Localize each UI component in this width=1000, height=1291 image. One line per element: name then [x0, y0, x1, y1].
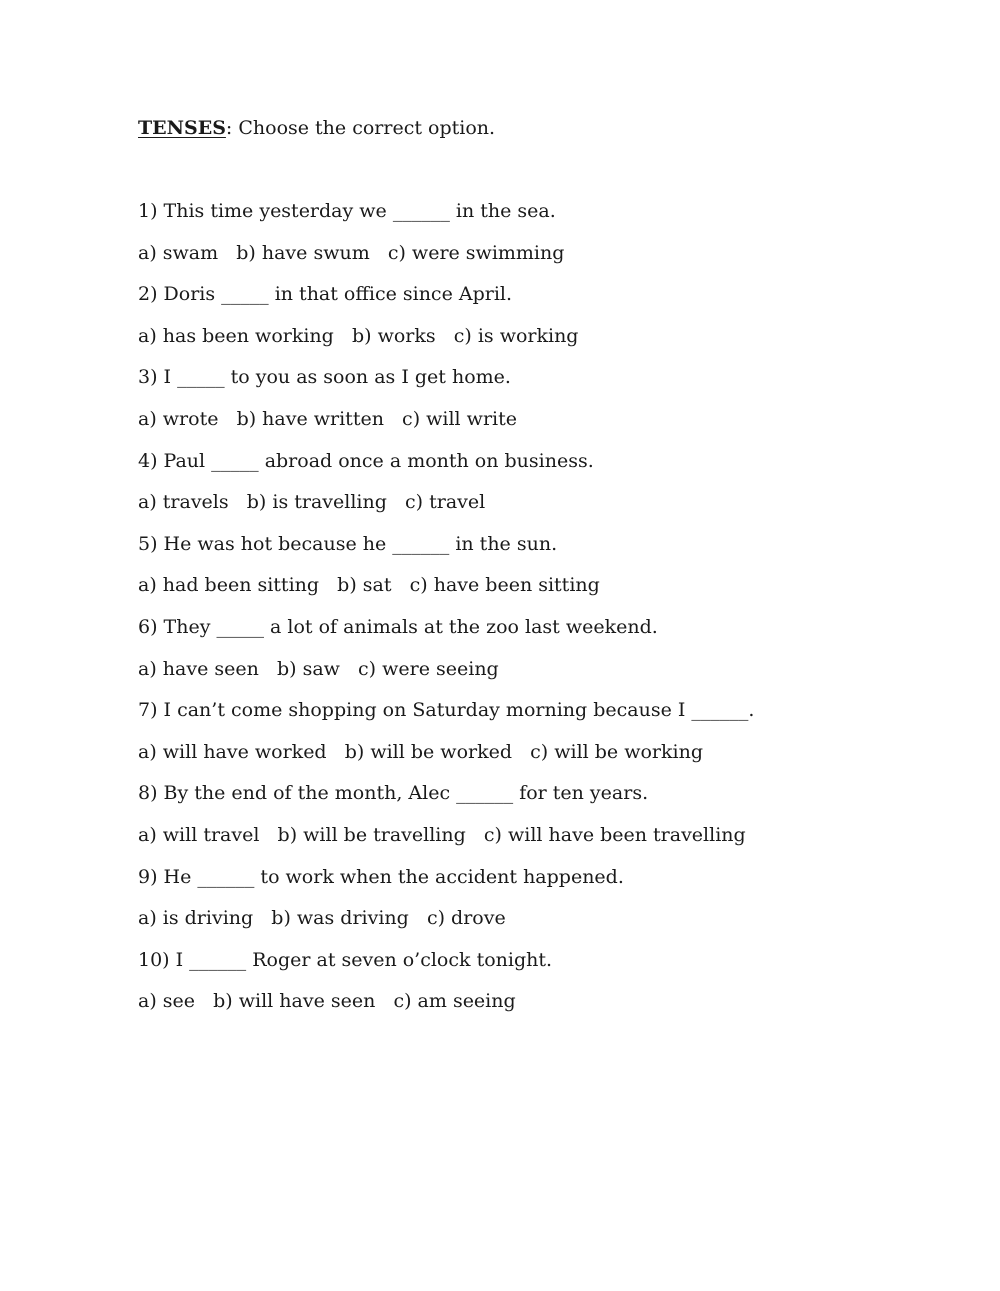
options-2: a) has been working b) works c) is working	[138, 324, 579, 347]
question-2: 2) Doris _____ in that office since April.	[138, 283, 513, 306]
question-3: 3) I _____ to you as soon as I get home.	[138, 366, 511, 389]
worksheet-heading	[138, 115, 495, 141]
options-6: a) have seen b) saw c) were seeing	[138, 657, 499, 680]
question-1: 1) This time yesterday we ______ in the sea.	[138, 200, 556, 222]
options-3: a) wrote b) have written c) will write	[138, 407, 517, 430]
heading-title: TENSES	[138, 117, 226, 139]
question-6: 6) They _____ a lot of animals at the zoo last weekend.	[138, 615, 658, 638]
options-8: a) will travel b) will be travelling c) will have been travelling	[138, 823, 746, 846]
options-10: a) see b) will have seen c) am seeing	[138, 990, 516, 1013]
question-list	[138, 198, 754, 1030]
options-9: a) is driving b) was driving c) drove	[138, 907, 506, 930]
question-5: 5) He was hot because he ______ in the sun.	[138, 532, 558, 555]
heading-instruction: : Choose the correct option.	[225, 117, 496, 139]
question-4: 4) Paul _____ abroad once a month on business.	[138, 449, 594, 472]
question-7: 7) I can’t come shopping on Saturday morning because I ______.	[138, 699, 755, 722]
options-1: a) swam b) have swum c) were swimming	[138, 241, 565, 264]
options-5: a) had been sitting b) sat c) have been sitting	[138, 574, 600, 597]
question-10: 10) I ______ Roger at seven o’clock tonight.	[138, 948, 553, 971]
options-4: a) travels b) is travelling c) travel	[138, 491, 486, 514]
question-8: 8) By the end of the month, Alec ______ for ten years.	[138, 782, 649, 805]
options-7: a) will have worked b) will be worked c) will be working	[138, 740, 703, 763]
question-9: 9) He ______ to work when the accident happened.	[138, 865, 624, 888]
